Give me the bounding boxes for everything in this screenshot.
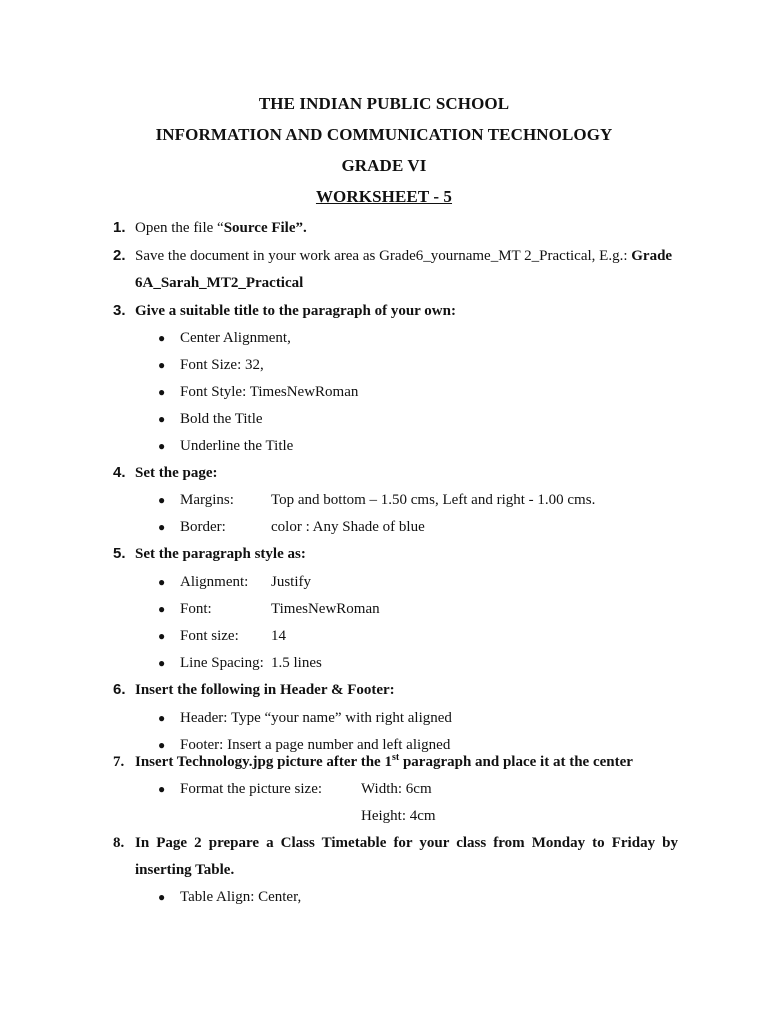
picture-width: Width: 6cm xyxy=(361,781,432,797)
bullet-icon: ● xyxy=(158,331,166,345)
question-number: 5. xyxy=(113,545,126,562)
item-value: Justify xyxy=(271,574,312,590)
question-text: Give a suitable title to the paragraph of your own: xyxy=(135,303,456,319)
item-value: Top and bottom – 1.50 cms, Left and right - 1.00 cms. xyxy=(271,492,596,508)
question-text: Insert the following in Header & Footer: xyxy=(135,682,395,698)
item-value: 14 xyxy=(271,628,286,644)
bullet-icon: ● xyxy=(158,439,166,453)
question-number: 2. xyxy=(113,247,126,264)
question-text: Open the file “ xyxy=(135,220,224,236)
bullet-icon: ● xyxy=(158,493,166,507)
bullet-icon: ● xyxy=(158,656,166,670)
item-label: Border: xyxy=(180,519,226,535)
grade-title: GRADE VI xyxy=(341,156,427,175)
item-label: Font: xyxy=(180,601,212,617)
question-number: 6. xyxy=(113,681,126,698)
bullet-icon: ● xyxy=(158,385,166,399)
bullet-icon: ● xyxy=(158,575,166,589)
school-name: THE INDIAN PUBLIC SCHOOL xyxy=(258,94,510,113)
question-text: Save the document in your work area as Grade6_yourname_MT 2_Practical, E.g.: xyxy=(135,248,632,264)
question-number: 1. xyxy=(113,219,126,236)
worksheet-title: WORKSHEET - 5 xyxy=(315,187,453,206)
picture-height: Height: 4cm xyxy=(361,808,436,824)
question-number: 7. xyxy=(113,754,125,770)
question-text: Set the page: xyxy=(135,465,218,481)
question-number: 3. xyxy=(113,302,126,319)
item-value: 1.5 lines xyxy=(271,655,322,671)
bullet-icon: ● xyxy=(158,412,166,426)
file-name: Source File”. xyxy=(223,220,307,236)
question-number: 4. xyxy=(113,464,126,481)
item-label: Font size: xyxy=(180,628,239,644)
item-label: Margins: xyxy=(180,492,234,508)
bullet-icon: ● xyxy=(158,358,166,372)
item-label: Alignment: xyxy=(180,574,249,590)
item-value: color : Any Shade of blue xyxy=(271,519,425,535)
bullet-icon: ● xyxy=(158,738,166,752)
bullet-icon: ● xyxy=(158,782,166,796)
question-number: 8. xyxy=(113,835,125,851)
question-text-continued: inserting Table. xyxy=(135,862,235,878)
item-label: Line Spacing: xyxy=(180,655,264,671)
example-name-part2: 6A_Sarah_MT2_Practical xyxy=(135,275,304,291)
item-label: Format the picture size: xyxy=(180,781,323,797)
bullet-icon: ● xyxy=(158,629,166,643)
example-name-part1: Grade xyxy=(631,248,673,264)
question-text: Insert Technology.jpg picture after the 1st paragraph and place it at the center xyxy=(135,752,633,770)
bullet-icon: ● xyxy=(158,711,166,725)
bullet-icon: ● xyxy=(158,520,166,534)
question-text: Set the paragraph style as: xyxy=(135,546,306,562)
subject-title: INFORMATION AND COMMUNICATION TECHNOLOGY xyxy=(155,125,613,144)
bullet-icon: ● xyxy=(158,602,166,616)
question-text: In Page 2 prepare a Class Timetable for your class from Monday to Friday by xyxy=(135,835,678,851)
item-value: TimesNewRoman xyxy=(271,601,380,617)
bullet-icon: ● xyxy=(158,890,166,904)
